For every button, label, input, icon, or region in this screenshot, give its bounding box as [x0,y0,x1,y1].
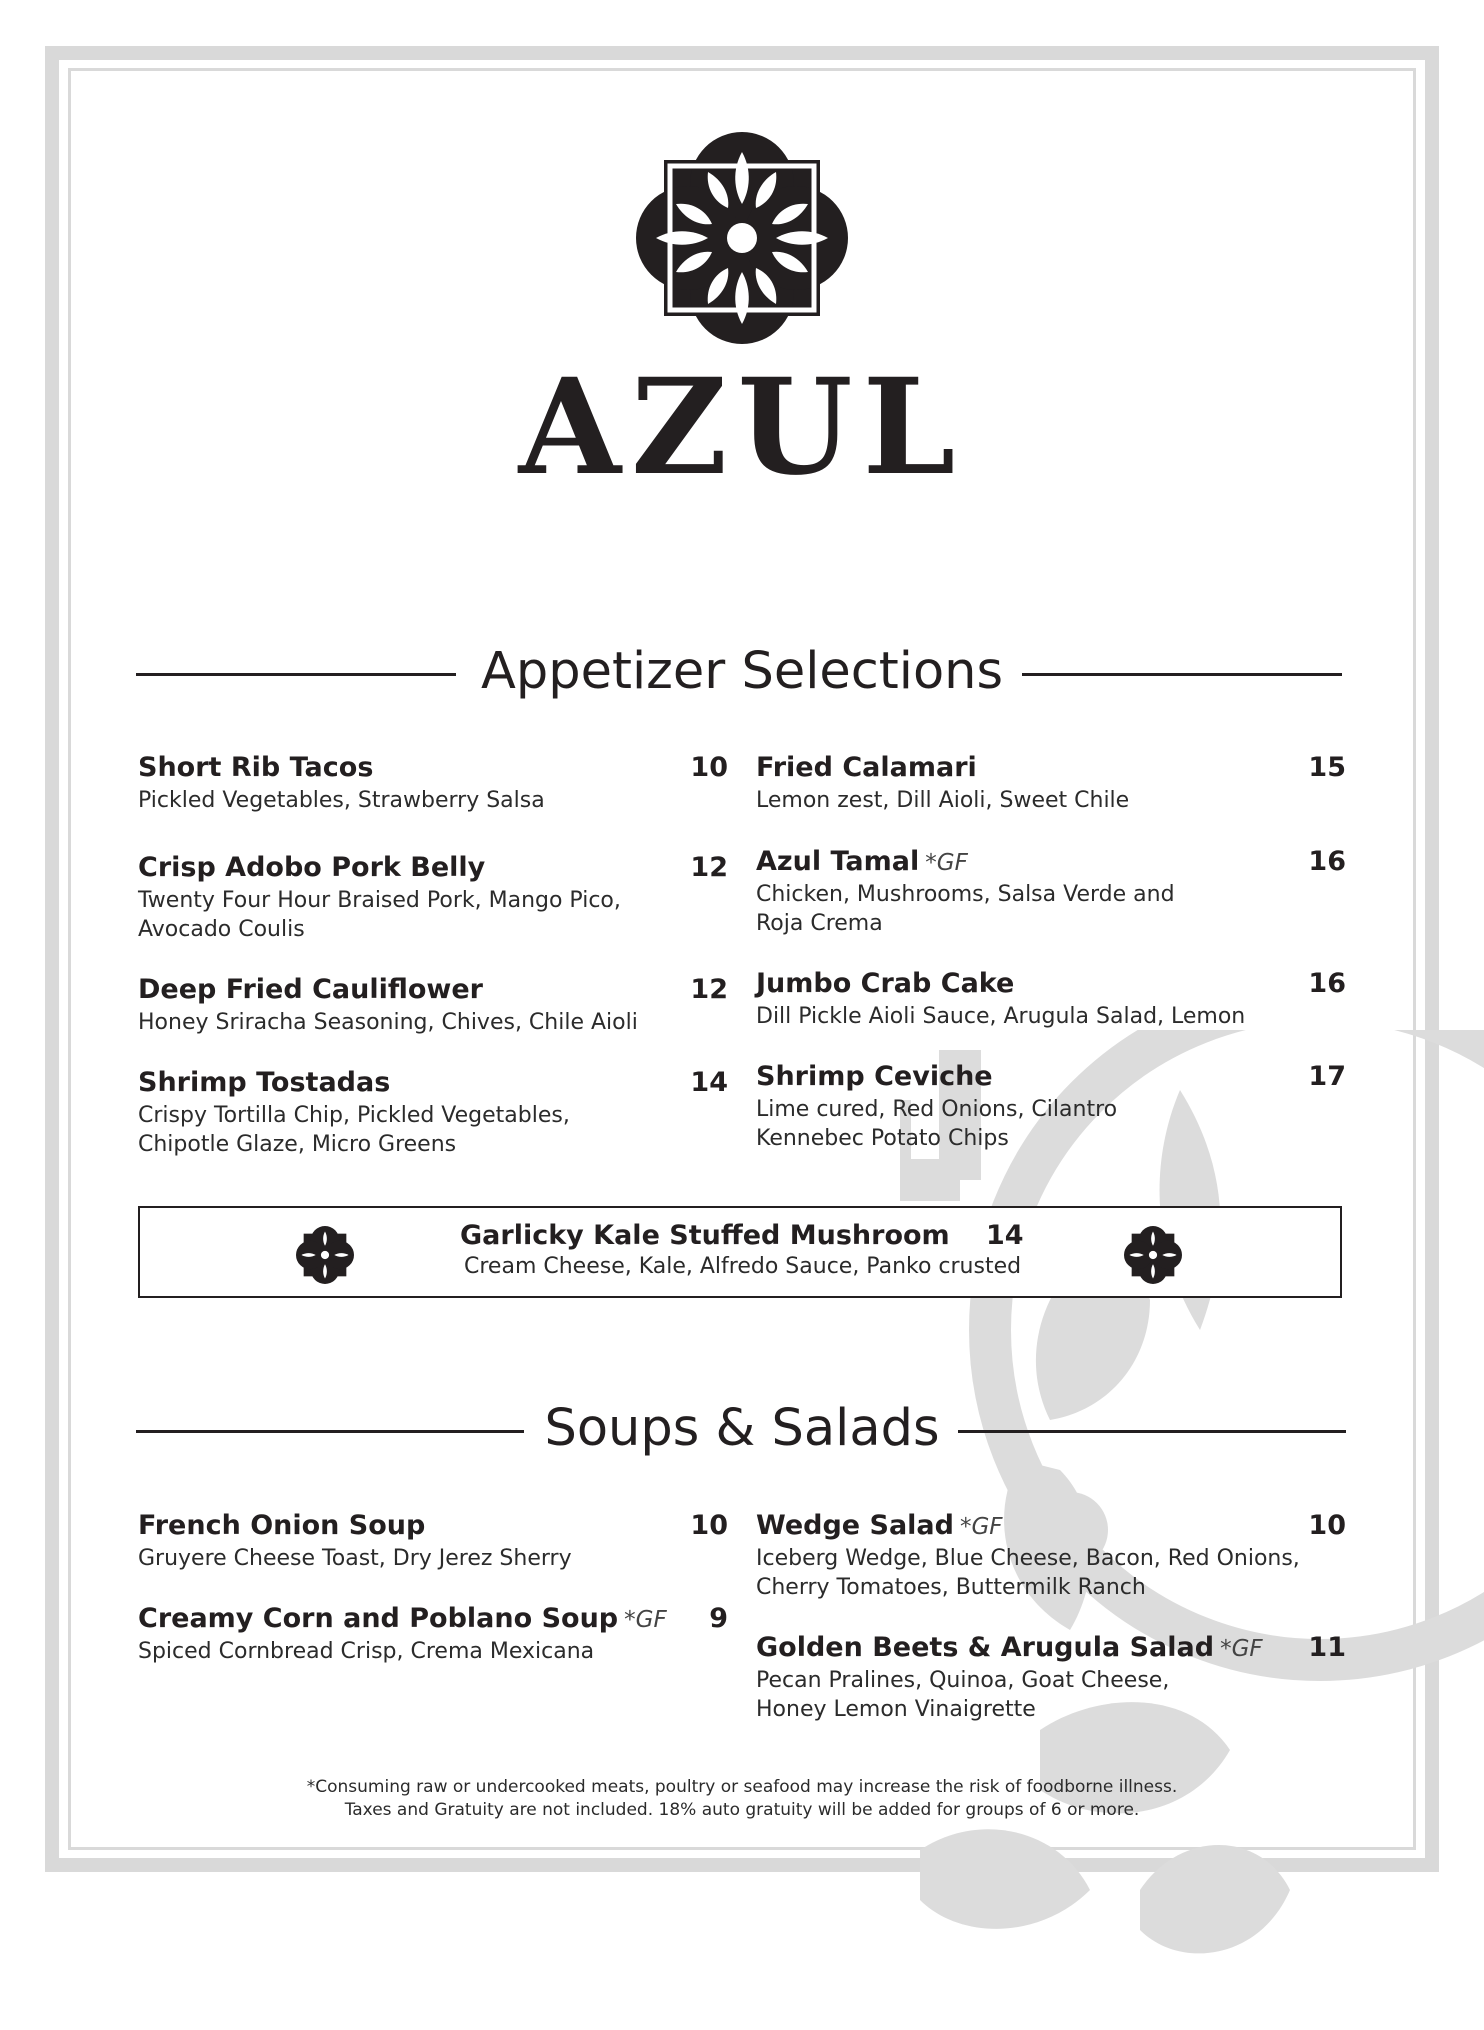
item-name: Shrimp Tostadas [138,1067,391,1098]
menu-item [756,846,1346,938]
item-name-text: Creamy Corn and Poblano Soup [138,1603,619,1634]
item-name [138,1603,667,1634]
item-name: Deep Fried Cauliflower [138,974,483,1005]
item-name: Shrimp Ceviche [756,1061,993,1092]
menu-item [756,968,1346,1031]
soups-title: Soups & Salads [544,1399,940,1458]
featured-item-description: Cream Cheese, Kale, Alfredo Sauce, Panko crusted [464,1254,1022,1279]
item-description: Pickled Vegetables, Strawberry Salsa [138,788,545,813]
item-price: 10 [690,1510,728,1541]
item-description: Gruyere Cheese Toast, Dry Jerez Sherry [138,1546,572,1571]
item-price: 16 [1308,968,1346,999]
item-name: Jumbo Crab Cake [756,968,1015,999]
item-description: Chicken, Mushrooms, Salsa Verde and Roja Crema [756,882,1175,936]
gluten-free-tag: *GF [1220,1636,1263,1662]
item-description: Honey Sriracha Seasoning, Chives, Chile Aioli [138,1010,638,1035]
menu-item [138,1603,728,1666]
footnote [0,1776,1484,1822]
azul-emblem-logo-icon [636,132,848,344]
item-price: 12 [690,974,728,1005]
item-price: 10 [690,752,728,783]
item-name [756,1632,1263,1663]
item-description: Dill Pickle Aioli Sauce, Arugula Salad, Lemon [756,1004,1246,1029]
item-price: 16 [1308,846,1346,877]
menu-item [138,1510,728,1573]
featured-item-name: Garlicky Kale Stuffed Mushroom [460,1220,950,1251]
item-price: 15 [1308,752,1346,783]
item-description: Spiced Cornbread Crisp, Crema Mexicana [138,1639,595,1664]
item-description: Pecan Pralines, Quinoa, Goat Cheese, Honey Lemon Vinaigrette [756,1668,1170,1722]
menu-item [138,1067,728,1159]
item-description: Lime cured, Red Onions, Cilantro Kennebec Potato Chips [756,1097,1118,1151]
item-price: 11 [1308,1632,1346,1663]
item-name: Fried Calamari [756,752,977,783]
item-name: Short Rib Tacos [138,752,374,783]
item-price: 14 [690,1067,728,1098]
footnote-line: Taxes and Gratuity are not included. 18% auto gratuity will be added for groups of 6 or more. [344,1800,1140,1820]
menu-item [138,752,728,815]
item-name-text: Wedge Salad [756,1510,954,1541]
section-rule-right [1022,673,1342,676]
item-name-text: Golden Beets & Arugula Salad [756,1632,1215,1663]
item-name [756,846,968,877]
emblem-icon [296,1226,354,1284]
menu-item [138,974,728,1037]
item-name-text: Azul Tamal [756,846,920,877]
gluten-free-tag: *GF [624,1607,667,1633]
emblem-icon [1124,1226,1182,1284]
featured-item-price: 14 [986,1220,1024,1251]
menu-item [138,852,728,944]
item-name: French Onion Soup [138,1510,426,1541]
footnote-line: *Consuming raw or undercooked meats, poultry or seafood may increase the risk of foodborne illness. [306,1777,1178,1797]
item-description: Crispy Tortilla Chip, Pickled Vegetables, Chipotle Glaze, Micro Greens [138,1103,570,1157]
gluten-free-tag: *GF [959,1514,1003,1540]
item-description: Iceberg Wedge, Blue Cheese, Bacon, Red Onions, Cherry Tomatoes, Buttermilk Ranch [756,1546,1300,1600]
appetizers-title: Appetizer Selections [480,642,1004,701]
featured-item-box [138,1206,1342,1298]
gluten-free-tag: *GF [925,850,968,876]
section-rule-right [958,1430,1346,1433]
item-price: 12 [690,852,728,883]
menu-item [756,1061,1346,1153]
item-price: 10 [1308,1510,1346,1541]
item-name: Crisp Adobo Pork Belly [138,852,486,883]
item-description: Twenty Four Hour Braised Pork, Mango Pico, Avocado Coulis [138,888,621,942]
brand-wordmark: AZUL [518,350,966,505]
item-name [756,1510,1003,1541]
menu-item [756,1510,1346,1602]
menu-item [756,1632,1346,1724]
menu-item [756,752,1346,815]
item-price: 17 [1308,1061,1346,1092]
item-description: Lemon zest, Dill Aioli, Sweet Chile [756,788,1130,813]
item-price: 9 [709,1603,728,1634]
